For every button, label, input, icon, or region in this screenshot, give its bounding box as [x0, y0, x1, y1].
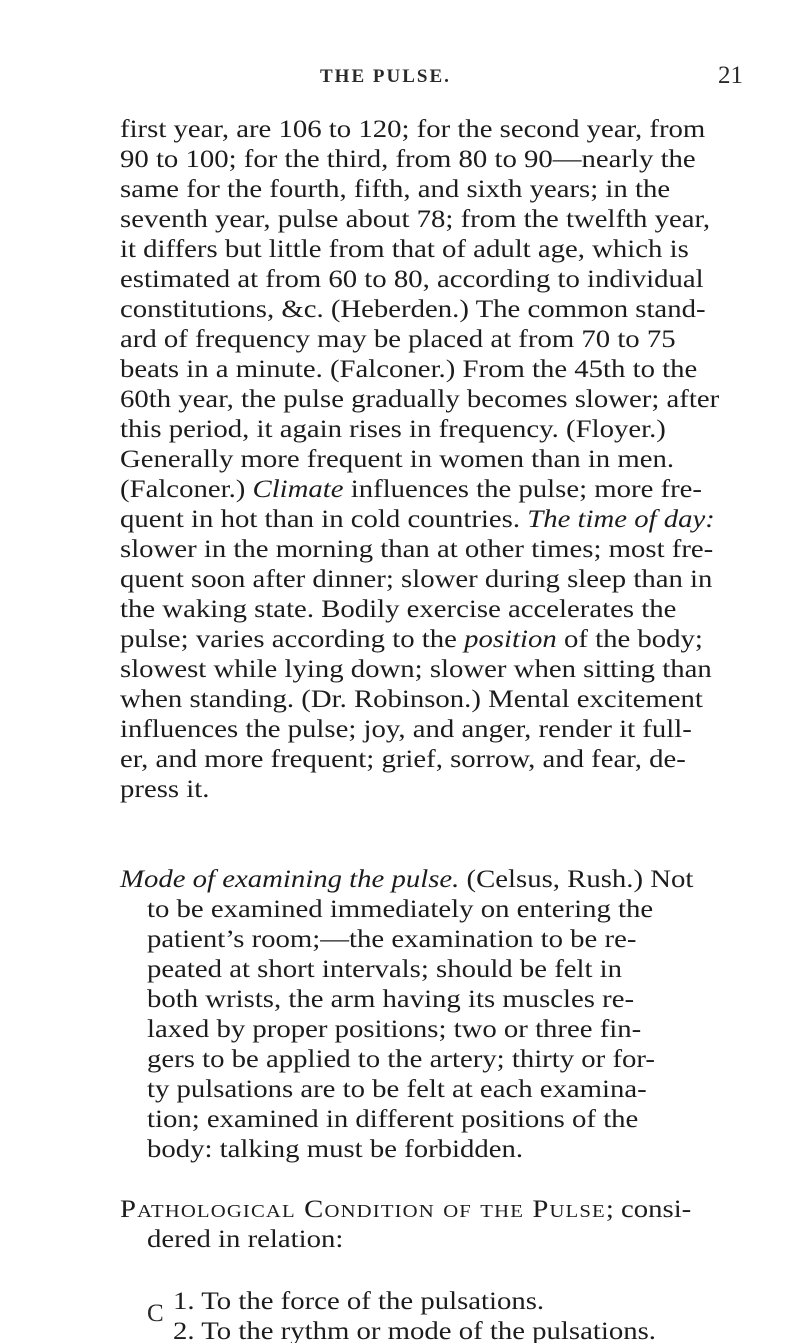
line-text — [120, 355, 697, 385]
text-run: same for the fourth, fifth, and sixth years; in the — [120, 176, 671, 203]
line-text — [120, 565, 712, 595]
text-run: pulse; varies according to the — [120, 626, 465, 653]
small-caps-heading: Pathological Condition of the Pulse — [120, 1196, 606, 1223]
text-run: Generally more frequent in women than in men. — [120, 446, 675, 473]
text-line — [0, 625, 800, 655]
line-text — [120, 175, 670, 205]
line-text — [173, 1317, 656, 1343]
line-text — [147, 925, 636, 955]
text-run: influences the pulse; more fre- — [343, 476, 703, 503]
line-text — [120, 145, 696, 175]
text-run: gers to be applied to the artery; thirty or for- — [147, 1046, 655, 1073]
line-text — [120, 865, 693, 895]
line-text — [147, 1015, 641, 1045]
text-run: er, and more frequent; grief, sorrow, and fear, de- — [120, 746, 686, 773]
line-text — [120, 595, 676, 625]
text-line — [0, 295, 800, 325]
line-text — [147, 1105, 638, 1135]
line-text — [120, 775, 209, 805]
text-line — [0, 985, 800, 1015]
text-run: of the body; — [556, 626, 703, 653]
text-line — [0, 205, 800, 235]
text-run: press it. — [120, 776, 210, 803]
line-text — [147, 955, 622, 985]
line-text — [120, 205, 710, 235]
text-line — [0, 1287, 800, 1317]
text-line — [0, 1045, 800, 1075]
text-run: ard of frequency may be placed at from 70 to 75 — [120, 326, 676, 353]
line-text — [120, 115, 705, 145]
text-run: (Celsus, Rush.) Not — [459, 866, 694, 893]
text-run: it differs but little from that of adult age, which is — [120, 236, 689, 263]
text-line — [0, 1225, 800, 1255]
text-line — [0, 865, 800, 895]
line-text — [120, 385, 719, 415]
text-run: patient’s room;—the examination to be re- — [147, 926, 637, 953]
text-line — [0, 325, 800, 355]
italic-text: Climate — [252, 476, 344, 503]
text-line — [0, 535, 800, 565]
line-text — [147, 1045, 655, 1075]
line-text — [120, 475, 702, 505]
line-text — [120, 265, 704, 295]
text-line — [0, 595, 800, 625]
text-run: ; consi- — [605, 1196, 692, 1223]
text-line — [0, 745, 800, 775]
line-text — [120, 295, 706, 325]
line-text — [147, 1135, 523, 1165]
text-run: 1. To the force of the pulsations. — [173, 1288, 545, 1315]
italic-text: Mode of examining the pulse. — [120, 866, 460, 893]
text-line — [0, 1195, 800, 1225]
text-run: laxed by proper positions; two or three fin- — [147, 1016, 642, 1043]
text-line — [0, 685, 800, 715]
text-run: quent in hot than in cold countries. — [120, 506, 528, 533]
text-line — [0, 1015, 800, 1045]
line-text — [120, 685, 703, 715]
text-run: 2. To the rythm or mode of the pulsations. — [173, 1318, 656, 1343]
italic-text: The time of day: — [527, 506, 715, 533]
text-run: body: talking must be forbidden. — [147, 1136, 524, 1163]
text-line — [0, 895, 800, 925]
line-text — [120, 655, 712, 685]
text-run: 90 to 100; for the third, from 80 to 90—nearly the — [120, 146, 696, 173]
text-line — [0, 925, 800, 955]
line-text — [120, 535, 713, 565]
text-run: estimated at from 60 to 80, according to individual — [120, 266, 704, 293]
text-run: ty pulsations are to be felt at each examina- — [147, 1076, 647, 1103]
line-text — [120, 235, 689, 265]
text-run: dered in relation: — [147, 1226, 344, 1253]
line-text — [120, 1195, 691, 1225]
text-run: first year, are 106 to 120; for the second year, from — [120, 116, 706, 143]
signature-mark: C — [147, 1300, 164, 1327]
text-run: slowest while lying down; slower when sitting than — [120, 656, 712, 683]
text-run: this period, it again rises in frequency. (Floyer.) — [120, 416, 666, 443]
line-text — [120, 715, 692, 745]
text-run: the waking state. Bodily exercise accelerates the — [120, 596, 677, 623]
text-line — [0, 385, 800, 415]
text-line — [0, 955, 800, 985]
text-line — [0, 775, 800, 805]
text-line — [0, 355, 800, 385]
text-run: quent soon after dinner; slower during sleep than in — [120, 566, 713, 593]
line-text — [120, 415, 666, 445]
text-line — [0, 235, 800, 265]
text-line — [0, 1317, 800, 1343]
running-head — [0, 62, 800, 92]
text-line — [0, 1105, 800, 1135]
text-run: both wrists, the arm having its muscles re- — [147, 986, 635, 1013]
text-line — [0, 265, 800, 295]
text-line — [0, 145, 800, 175]
text-run: peated at short intervals; should be felt in — [147, 956, 623, 983]
text-run: (Falconer.) — [120, 476, 253, 503]
text-line — [0, 1075, 800, 1105]
text-line — [0, 115, 800, 145]
text-line — [0, 1135, 800, 1165]
text-line — [0, 655, 800, 685]
line-text — [120, 505, 715, 535]
text-run: influences the pulse; joy, and anger, render it full- — [120, 716, 692, 743]
text-run: to be examined immediately on entering the — [147, 896, 654, 923]
text-line — [0, 175, 800, 205]
line-text — [120, 325, 676, 355]
line-text — [147, 895, 653, 925]
text-run: beats in a minute. (Falconer.) From the 45th to the — [120, 356, 698, 383]
text-line — [0, 565, 800, 595]
text-run: slower in the morning than at other times; most fre- — [120, 536, 714, 563]
text-run: constitutions, &c. (Heberden.) The common stand- — [120, 296, 706, 323]
line-text — [120, 625, 703, 655]
text-line — [0, 445, 800, 475]
text-line — [0, 505, 800, 535]
text-line — [0, 715, 800, 745]
text-run: tion; examined in different positions of the — [147, 1106, 639, 1133]
text-line — [0, 475, 800, 505]
page-number: 21 — [718, 62, 743, 89]
line-text — [147, 1075, 647, 1105]
line-text — [120, 445, 674, 475]
line-text — [173, 1287, 544, 1317]
text-run: seventh year, pulse about 78; from the twelfth year, — [120, 206, 711, 233]
line-text — [120, 745, 686, 775]
text-run: 60th year, the pulse gradually becomes slower; after — [120, 386, 720, 413]
line-text — [147, 1225, 343, 1255]
text-run: when standing. (Dr. Robinson.) Mental excitement — [120, 686, 703, 713]
italic-text: position — [464, 626, 557, 653]
text-line — [0, 415, 800, 445]
line-text — [147, 985, 634, 1015]
running-title: THE PULSE. — [320, 66, 451, 87]
